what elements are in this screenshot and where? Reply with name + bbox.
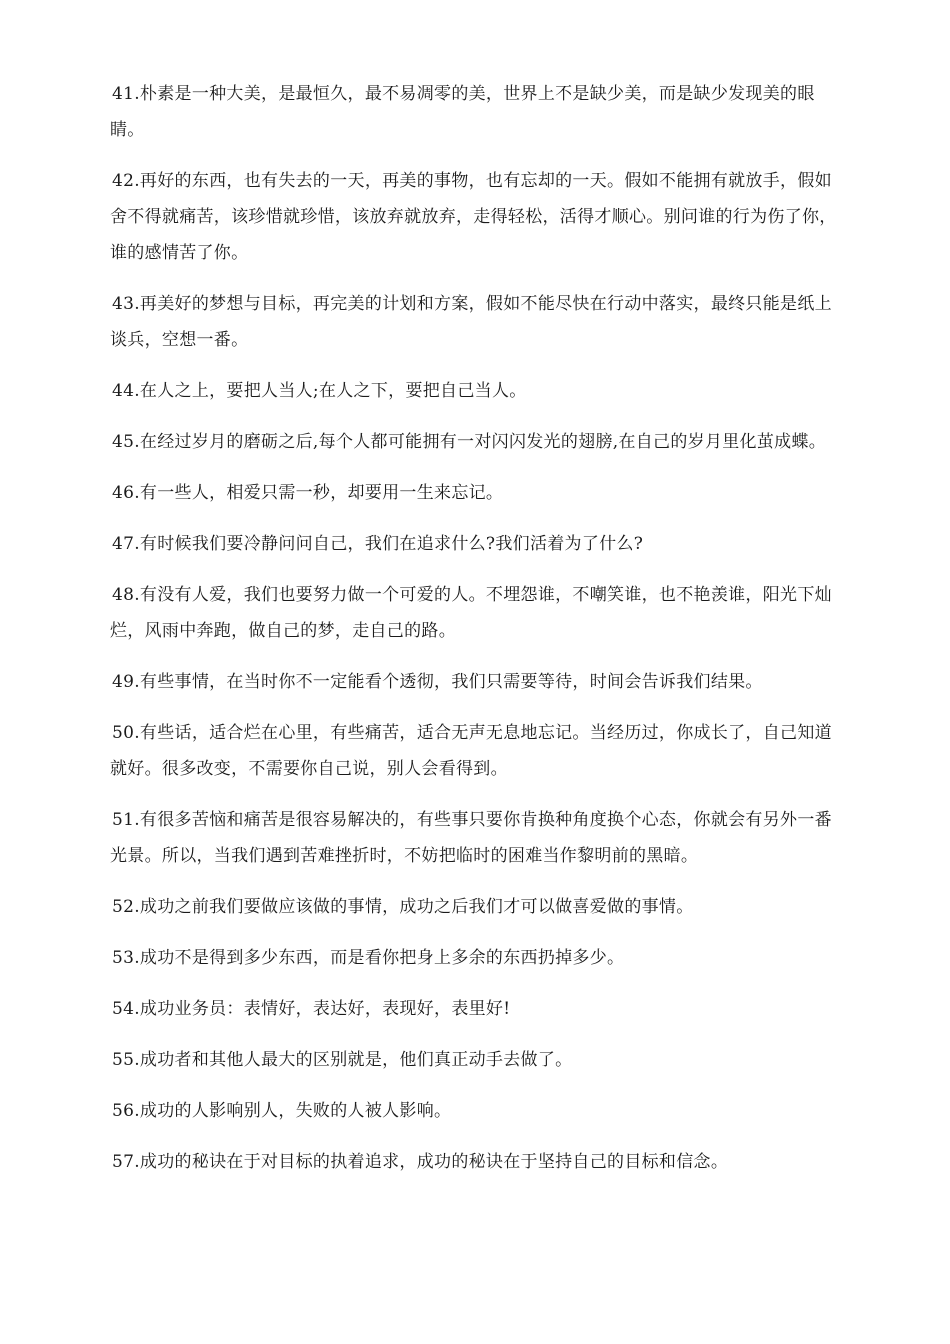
quote-paragraph-55: 55.成功者和其他人最大的区别就是，他们真正动手去做了。 (112, 1050, 573, 1070)
document-body (110, 76, 840, 1195)
quote-paragraph-48: 48.有没有人爱，我们也要努力做一个可爱的人。不埋怨谁，不嘲笑谁，也不艳羡谁，阳光下灿烂，风雨中奔跑，做自己的梦，走自己的路。 (110, 585, 832, 641)
quote-paragraph-42: 42.再好的东西，也有失去的一天，再美的事物，也有忘却的一天。假如不能拥有就放手，假如舍不得就痛苦，该珍惜就珍惜，该放弃就放弃，走得轻松，活得才顺心。别问谁的行为伤了你，谁的感情苦了你。 (110, 171, 837, 263)
quote-paragraph-57: 57.成功的秘诀在于对目标的执着追求，成功的秘诀在于坚持自己的目标和信念。 (112, 1152, 729, 1172)
quote-paragraph-56: 56.成功的人影响别人，失败的人被人影响。 (112, 1101, 452, 1121)
quote-paragraph-43: 43.再美好的梦想与目标，再完美的计划和方案，假如不能尽快在行动中落实，最终只能是纸上谈兵，空想一番。 (110, 294, 832, 350)
quote-paragraph-49: 49.有些事情，在当时你不一定能看个透彻，我们只需要等待，时间会告诉我们结果。 (112, 672, 763, 692)
quote-paragraph-53: 53.成功不是得到多少东西，而是看你把身上多余的东西扔掉多少。 (112, 948, 625, 968)
quote-paragraph-46: 46.有一些人，相爱只需一秒，却要用一生来忘记。 (112, 483, 504, 503)
quote-paragraph-54: 54.成功业务员：表情好，表达好，表现好，表里好! (112, 999, 511, 1019)
quote-paragraph-50: 50.有些话，适合烂在心里，有些痛苦，适合无声无息地忘记。当经历过，你成长了，自己知道就好。很多改变，不需要你自己说，别人会看得到。 (110, 723, 832, 779)
quote-paragraph-52: 52.成功之前我们要做应该做的事情，成功之后我们才可以做喜爱做的事情。 (112, 897, 694, 917)
quote-paragraph-45: 45.在经过岁月的磨砺之后,每个人都可能拥有一对闪闪发光的翅膀,在自己的岁月里化茧成蝶。 (112, 432, 827, 452)
quote-paragraph-41: 41.朴素是一种大美，是最恒久，最不易凋零的美，世界上不是缺少美，而是缺少发现美的眼睛。 (110, 84, 815, 140)
quote-paragraph-51: 51.有很多苦恼和痛苦是很容易解决的，有些事只要你肯换种角度换个心态，你就会有另外一番光景。所以，当我们遇到苦难挫折时，不妨把临时的困难当作黎明前的黑暗。 (110, 810, 832, 866)
quote-paragraph-44: 44.在人之上，要把人当人;在人之下，要把自己当人。 (112, 381, 527, 401)
quote-paragraph-47: 47.有时候我们要冷静问问自己，我们在追求什么?我们活着为了什么? (112, 534, 644, 554)
